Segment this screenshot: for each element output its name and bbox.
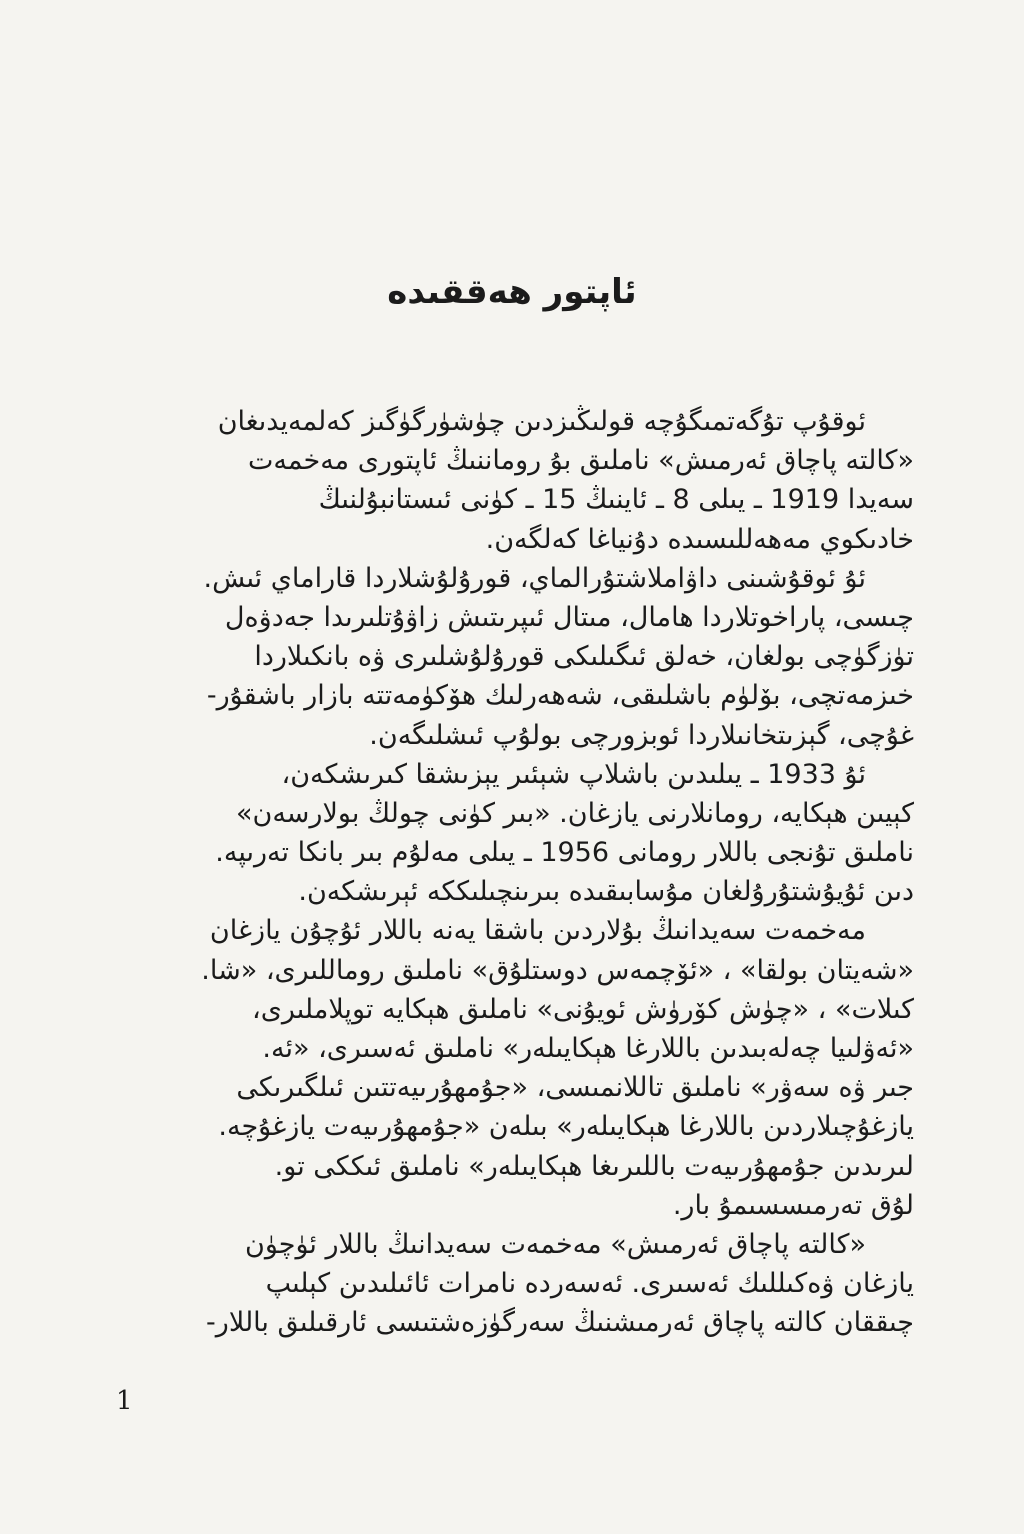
text-line: دىن ئۇيۇشتۇرۇلغان مۇسابىقىدە بىرىنچىلىككە ئېرىشكەن. xyxy=(298,876,914,908)
body-text xyxy=(96,402,914,1343)
text-line: يازغۇچىلاردىن باللارغا ھېكايىلەر» بىلەن «جۇمھۇرىيەت يازغۇچە. xyxy=(218,1111,914,1143)
text-line: جىر ۋە سەۋر» ناملىق تاللانمىسى، «جۇمھۇرىيەتتىن ئىلگىرىكى xyxy=(236,1072,914,1104)
text-line: يازغان ۋەكىللىك ئەسىرى. ئەسەردە نامرات ئائىلىدىن كېلىپ xyxy=(265,1268,914,1300)
text-line: لۇق تەرمىسسىمۇ بار. xyxy=(672,1189,914,1221)
text-line: «ئەۋلىيا چەلەبىدىن باللارغا ھېكايىلەر» ناملىق ئەسىرى، «ئە. xyxy=(262,1033,914,1064)
text-line: «كالتە پاچاق ئەرمىش» ناملىق بۇ روماننىڭ ئاپتورى مەخمەت xyxy=(248,445,914,477)
chapter-heading: ئاپتور ھەققىدە xyxy=(387,272,637,312)
text-line: ناملىق تۇنجى باللار رومانى 1956 ـ يىلى مەلۇم بىر بانكا تەرىپە. xyxy=(215,837,914,869)
text-line: ئۇ ئوقۇشىنى داۋاملاشتۇرالماي، قورۇلۇشلاردا قاراماي ئىش. xyxy=(203,562,866,594)
text-line: سەيدا 1919 ـ يىلى 8 ـ ئاينىڭ 15 ـ كۈنى ئىستانبۇلنىڭ xyxy=(318,484,914,516)
text-line: مەخمەت سەيدانىڭ بۇلاردىن باشقا يەنە باللار ئۇچۇن يازغان xyxy=(209,915,866,947)
text-line: غۇچى، گېزىتخانىلاردا ئوبزورچى بولۇپ ئىشلىگەن. xyxy=(369,719,914,751)
text-line: تۈزگۈچى بولغان، خەلق ئىگىلىكى قورۇلۇشلىرى ۋە بانكىلاردا xyxy=(254,641,914,673)
text-line: چىققان كالتە پاچاق ئەرمىشنىڭ سەرگۈزەشتىسى ئارقىلىق باللار- xyxy=(206,1307,914,1339)
text-line: چىسى، پاراخوتلاردا ھامال، مىتال ئىپرىتىش زاۋۇتلىرىدا جەدۋەل xyxy=(224,601,914,633)
text-line: «كالتە پاچاق ئەرمىش» مەخمەت سەيدانىڭ باللار ئۈچۈن xyxy=(244,1228,866,1260)
text-line: كېيىن ھېكايە، رومانلارنى يازغان. «بىر كۈنى چولڭ بولارسەن» xyxy=(235,797,914,829)
text-line: خىزمەتچى، بۆلۈم باشلىقى، شەھەرلىك ھۆكۈمەتتە بازار باشقۇر- xyxy=(206,680,914,712)
text-line: ئوقۇپ تۇگەتمىگۇچە قولىڭىزدىن چۈشۈرگۈگىز كەلمەيدىغان xyxy=(217,406,866,437)
page-number: 1 xyxy=(116,1386,133,1416)
text-line: «شەيتان بولقا» ، «ئۆچمەس دوستلۇق» ناملىق روماللىرى، «شا. xyxy=(201,954,914,986)
text-line: ئۇ 1933 ـ يىلىدىن باشلاپ شېئىر يېزىشقا كىرىشكەن، xyxy=(281,758,866,790)
text-line: كىلات» ، «چۈش كۆرۈش ئويۇنى» ناملىق ھېكايە توپلاملىرى، xyxy=(252,993,914,1025)
text-line: لىرىدىن جۇمھۇرىيەت باللىرىغا ھېكايىلەر» ناملىق ئىككى تو. xyxy=(274,1150,914,1182)
text-line: خادىكوي مەھەللىسىدە دۇنياغا كەلگەن. xyxy=(485,523,914,555)
